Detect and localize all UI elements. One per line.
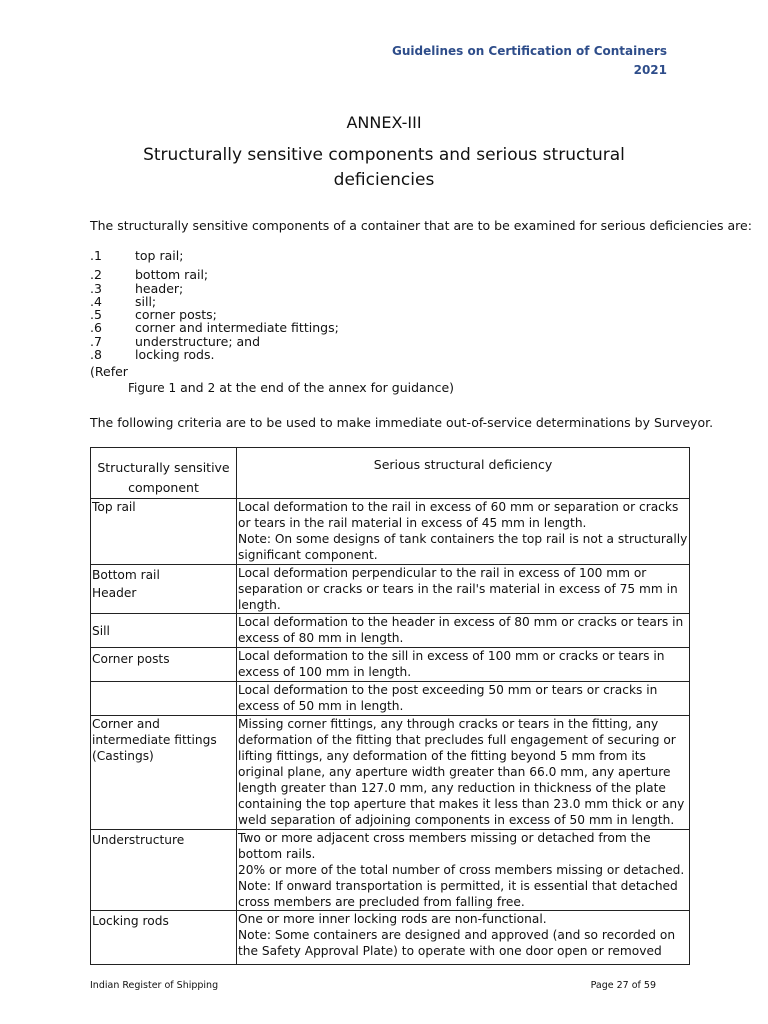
list-item: [90, 249, 339, 262]
figure-2-reference: 2: [207, 381, 216, 395]
component-cell: [91, 565, 237, 614]
table-row: [91, 682, 690, 716]
refer-rest: at the end of the annex for guidance): [219, 380, 455, 395]
footer-page-number: Page 27 of 59: [590, 980, 656, 991]
list-item-number: .2: [90, 267, 102, 283]
list-item-label: top rail;: [135, 248, 184, 263]
table-row: [91, 499, 690, 565]
list-item-number: .8: [90, 347, 102, 363]
component-cell: Understructure: [91, 830, 237, 911]
deficiency-cell: [237, 716, 690, 830]
deficiency-line: Note: On some designs of tank containers the top rail is not a structurally significant component.: [238, 532, 688, 562]
refer-note-open: (Refer: [90, 364, 128, 379]
deficiency-cell: [237, 911, 690, 965]
list-item: [90, 308, 339, 321]
list-item-number: .1: [90, 248, 102, 263]
annex-label: ANNEX-III: [346, 113, 422, 132]
footer-organization: Indian Register of Shipping: [90, 980, 219, 991]
refer-note: [128, 380, 454, 395]
list-item-number: .3: [90, 280, 102, 296]
column-header-component: Structurally sensitive component: [91, 448, 237, 499]
deficiency-line: Local deformation to the sill in excess of 100 mm or cracks or tears in excess of 100 mm in length.: [238, 649, 665, 679]
list-item: [90, 282, 339, 295]
list-item-label: understructure; and: [135, 333, 261, 349]
deficiency-cell: [237, 499, 690, 565]
list-item-number: .4: [90, 293, 102, 309]
table-row: [91, 565, 690, 614]
deficiency-line: One or more inner locking rods are non-functional.: [238, 912, 547, 926]
deficiency-line: Local deformation to the rail in excess of 60 mm or separation or cracks or tears in the rail material in excess of 45 mm in length.: [238, 500, 679, 530]
list-item-label: locking rods.: [135, 347, 215, 363]
refer-and: and: [180, 380, 204, 395]
deficiency-line: Two or more adjacent cross members missing or detached from the bottom rails.: [238, 831, 651, 861]
components-list: [90, 249, 339, 361]
header-document-title: Guidelines on Certification of Containers: [392, 44, 667, 58]
header-year: 2021: [633, 63, 667, 77]
deficiency-cell: [237, 565, 690, 614]
list-item: [90, 321, 339, 334]
criteria-intro: The following criteria are to be used to make immediate out-of-service determinations by Surveyor.: [90, 415, 714, 430]
table-row: [91, 830, 690, 911]
component-cell: Sill: [91, 614, 237, 648]
page-title: Structurally sensitive components and serious structural deficiencies: [143, 145, 625, 190]
list-item-label: corner and intermediate fittings;: [135, 320, 339, 336]
list-item-number: .6: [90, 320, 102, 336]
deficiency-cell: [237, 682, 690, 716]
component-name: Bottom rail: [92, 568, 160, 582]
component-cell: Corner posts: [91, 648, 237, 682]
deficiency-line: Note: If onward transportation is permitted, it is essential that detached cross members are precluded from falling free.: [238, 879, 678, 909]
list-item: [90, 268, 339, 281]
list-item: [90, 295, 339, 308]
figure-1-reference: Figure 1: [128, 381, 177, 395]
list-item-number: .7: [90, 333, 102, 349]
component-name: Header: [92, 586, 137, 600]
deficiency-line: Missing corner fittings, any through cracks or tears in the fitting, any deformation of the fitting that precludes full engagement of securing or lifting fittings, any deformation of the fitting beyond 5 mm from its original plane, any aperture width greater than 66.0 mm, any aperture length greater than 127.0 mm, any reduction in thickness of the plate containing the top aperture that makes it less than 23.0 mm thick or any weld separation of adjoining components in excess of 50 mm in length.: [238, 717, 685, 827]
deficiency-cell: [237, 648, 690, 682]
deficiency-line: Note: Some containers are designed and approved (and so recorded on the Safety Approval Plate) to operate with one door open or removed: [238, 928, 676, 958]
list-item-label: bottom rail;: [135, 267, 209, 283]
component-cell: Corner and intermediate fittings (Castings): [91, 716, 237, 830]
component-cell: [91, 682, 237, 716]
table-row: [91, 648, 690, 682]
deficiency-cell: [237, 830, 690, 911]
deficiency-line: 20% or more of the total number of cross members missing or detached.: [238, 863, 685, 877]
table-header-row: [91, 448, 690, 499]
list-item-number: .5: [90, 307, 102, 323]
intro-paragraph: The structurally sensitive components of a container that are to be examined for serious deficiencies are:: [90, 218, 752, 233]
deficiency-cell: [237, 614, 690, 648]
deficiency-line: Local deformation perpendicular to the rail in excess of 100 mm or separation or cracks or tears in the rail's material in excess of 75 mm in length.: [238, 566, 678, 612]
column-header-deficiency: Serious structural deficiency: [237, 448, 690, 499]
table-row: [91, 614, 690, 648]
deficiency-line: Local deformation to the header in excess of 80 mm or cracks or tears in excess of 80 mm in length.: [238, 615, 684, 645]
component-cell: Top rail: [91, 499, 237, 565]
table-row: [91, 911, 690, 965]
deficiency-table: [90, 447, 690, 965]
list-item-label: sill;: [135, 293, 157, 309]
table-row: [91, 716, 690, 830]
list-item: [90, 335, 339, 348]
list-item-label: header;: [135, 280, 184, 296]
deficiency-line: Local deformation to the post exceeding 50 mm or tears or cracks in excess of 50 mm in length.: [238, 683, 658, 713]
list-item-label: corner posts;: [135, 307, 217, 323]
list-item: [90, 348, 339, 361]
component-cell: Locking rods: [91, 911, 237, 965]
